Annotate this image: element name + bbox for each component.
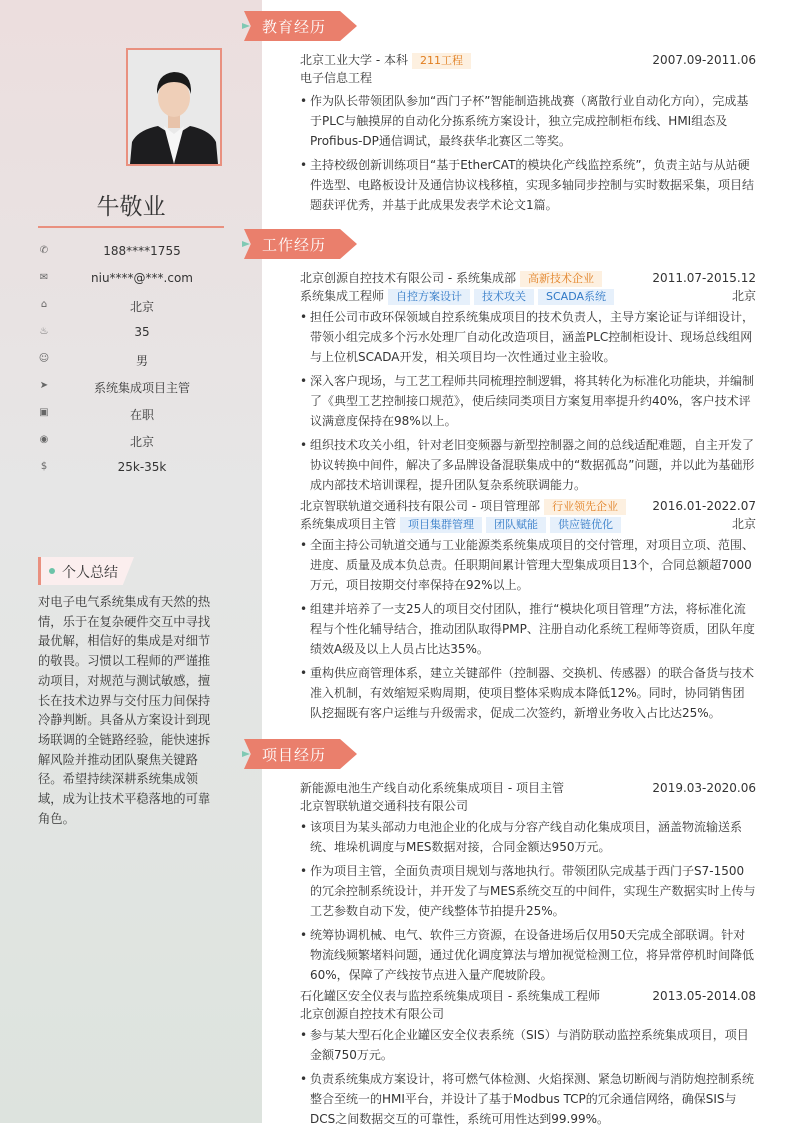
- job-position: 系统集成工程师: [300, 289, 385, 303]
- dot-icon: [49, 568, 55, 574]
- skill-tag: SCADA系统: [538, 289, 614, 305]
- info-phone: ✆ 188****1755: [39, 244, 181, 258]
- profile-name: 牛敬业: [96, 194, 166, 220]
- job-header: [300, 269, 756, 287]
- info-age: ♨ 35: [39, 325, 150, 339]
- info-residence: ⌂ 北京: [38, 292, 224, 319]
- education-period: 2007.09-2011.06: [652, 53, 756, 67]
- info-status: ▣ 在职: [39, 406, 154, 422]
- skill-tag: 供应链优化: [550, 517, 621, 533]
- contact-info-list: [38, 238, 224, 481]
- list-item: • 负责系统集成方案设计，将可燃气体检测、火焰探测、紧急切断阀与消防炮控制系统整合至统一的HMI平台，并设计了基于Modbus TCP的冗余通信网络，确保SIS与DCS之间数据交互的可靠性，系统可用性达到99.99%。: [300, 1069, 756, 1129]
- list-item: • 作为队长带领团队参加“西门子杯”智能制造挑战赛（离散行业自动化方向），完成基于PLC与触摸屏的自动化分拣系统方案设计，独立完成控制柜布线、HMI组态及Profibus-DP通信调试，最终获华北赛区二等奖。: [300, 91, 756, 151]
- profile-photo: [126, 48, 222, 166]
- list-item: • 主持校级创新训练项目“基于EtherCAT的模块化产线监控系统”，负责主站与从站硬件选型、电路板设计及通信协议栈移植，实现多轴同步控制与实时数据采集，项目结题获评优秀，并基于此成果发表学术论文1篇。: [300, 155, 756, 215]
- info-salary: $ 25k-35k: [38, 454, 224, 481]
- education-heading: 教育经历: [244, 11, 357, 41]
- skill-tag: 技术攻关: [474, 289, 534, 305]
- list-item: • 全面主持公司轨道交通与工业能源类系统集成项目的交付管理，对项目立项、范围、进度、质量及成本负总责。任职期间累计管理大型集成项目13个，合同总额超7000万元，项目按期交付率保持在92%以上。: [300, 535, 756, 595]
- location-pin-icon: ◉: [39, 433, 49, 445]
- briefcase-icon: ▣: [39, 406, 49, 418]
- project-header: [300, 987, 756, 1005]
- education-section: [300, 51, 756, 215]
- work-job-1: [300, 269, 756, 495]
- list-item: • 深入客户现场，与工艺工程师共同梳理控制逻辑，将其转化为标准化功能块，并编制了《典型工艺控制接口规范》，使后续同类项目方案复用率提升约40%，客户技术评议满意度保持在98%以上。: [300, 371, 756, 431]
- skill-tag: 自控方案设计: [388, 289, 470, 305]
- job-city: 北京: [731, 289, 756, 303]
- info-target-city: ◉ 北京: [39, 433, 154, 449]
- avatar: [128, 50, 220, 164]
- job-period: 2016.01-2022.07: [652, 499, 756, 513]
- job-header: [300, 497, 756, 515]
- project-name: 新能源电池生产线自动化系统集成项目 - 项目主管: [300, 781, 564, 795]
- project-org: 北京创源自控技术有限公司: [300, 1007, 445, 1021]
- project-period: 2013.05-2014.08: [652, 989, 756, 1003]
- list-item: • 作为项目主管，全面负责项目规划与落地执行。带领团队完成基于西门子S7-1500的冗余控制系统设计，并开发了与MES系统交互的中间件，实现生产数据实时上传与工艺参数自动下发，使产线整体节拍提升25%。: [300, 861, 756, 921]
- company-tag: 高新技术企业: [520, 271, 602, 287]
- list-item: • 组建并培养了一支25人的项目交付团队，推行“模块化项目管理”方法，将标准化流程与个性化辅导结合，推动团队取得PMP、注册自动化系统工程师等资质，团队年度绩效A级及以上人员占比达35%。: [300, 599, 756, 659]
- projects-heading: 项目经历: [244, 739, 357, 769]
- project-period: 2019.03-2020.06: [652, 781, 756, 795]
- info-email: ✉ niu****@***.com: [39, 271, 193, 285]
- project-1: [300, 779, 756, 985]
- school-tag: 211工程: [412, 53, 471, 69]
- summary-text: 对电子电气系统集成有天然的热情，乐于在复杂硬件交互中寻找最优解，相信好的集成是对细节的敬畏。习惯以工程师的严谨推动项目，对规范与测试敏感，擅长在技术边界与交付压力间保持冷静判断。具备从方案设计到现场联调的全链路经验，能快速拆解风险并推动团队聚焦关键路径。希望持续深耕系统集成领域，成为让技术平稳落地的可靠角色。: [38, 595, 211, 826]
- smile-icon: ☺: [38, 352, 50, 364]
- school-name: 北京工业大学 - 本科: [300, 53, 408, 67]
- job-position: 系统集成项目主管: [300, 517, 397, 531]
- skill-tag: 团队赋能: [486, 517, 546, 533]
- email-icon: ✉: [39, 271, 49, 283]
- home-icon: ⌂: [40, 298, 48, 310]
- list-item: • 担任公司市政环保领域自控系统集成项目的技术负责人，主导方案论证与详细设计，带领小组完成多个污水处理厂自动化改造项目，涵盖PLC控制柜设计、现场总线组网与上位机SCADA开发，相关项目均一次性通过业主验收。: [300, 307, 756, 367]
- salary-icon: $: [40, 460, 48, 472]
- birthday-cake-icon: ♨: [39, 325, 49, 337]
- paper-plane-icon: ➤: [39, 379, 49, 391]
- job-position-row: [300, 287, 756, 305]
- list-item: • 参与某大型石化企业罐区安全仪表系统（SIS）与消防联动监控系统集成项目，项目金额750万元。: [300, 1025, 756, 1065]
- name-divider: [38, 226, 224, 228]
- list-item: • 统筹协调机械、电气、软件三方资源，在设备进场后仅用50天完成全部联调。针对物流线频繁堵料问题，通过优化调度算法与增加视觉检测工位，将异常停机时间降低60%，保障了产线按节点进入量产爬坡阶段。: [300, 925, 756, 985]
- education-major: 电子信息工程: [300, 71, 373, 85]
- company-name: 北京智联轨道交通科技有限公司 - 项目管理部: [300, 499, 540, 513]
- work-heading: 工作经历: [244, 229, 357, 259]
- info-gender: ☺ 男: [38, 352, 148, 368]
- project-2: [300, 987, 756, 1129]
- list-item: • 重构供应商管理体系，建立关键部件（控制器、交换机、传感器）的联合备货与技术准入机制，有效缩短采购周期，使项目整体采购成本降低12%。同时，协同销售团队挖掘既有客户运维与升级需求，促成二次签约，新增业务收入占比达25%。: [300, 663, 756, 723]
- summary-heading: 个人总结: [38, 557, 134, 585]
- project-name: 石化罐区安全仪表与监控系统集成项目 - 系统集成工程师: [300, 989, 600, 1003]
- project-header: [300, 779, 756, 797]
- list-item: • 组织技术攻关小组，针对老旧变频器与新型控制器之间的总线适配难题，自主开发了协议转换中间件，解决了多品牌设备混联集成中的“数据孤岛”问题，并以此为基础形成内部技术培训课程，提升团队复杂系统联调能力。: [300, 435, 756, 495]
- skill-tag: 项目集群管理: [400, 517, 482, 533]
- work-job-2: [300, 497, 756, 723]
- education-header: [300, 51, 756, 69]
- phone-icon: ✆: [39, 244, 49, 256]
- company-tag: 行业领先企业: [544, 499, 626, 515]
- job-city: 北京: [731, 517, 756, 531]
- job-position-row: [300, 515, 756, 533]
- company-name: 北京创源自控技术有限公司 - 系统集成部: [300, 271, 516, 285]
- list-item: • 该项目为某头部动力电池企业的化成与分容产线自动化集成项目，涵盖物流输送系统、堆垛机调度与MES数据对接，合同金额达950万元。: [300, 817, 756, 857]
- project-org: 北京智联轨道交通科技有限公司: [300, 799, 469, 813]
- info-target-position: ➤ 系统集成项目主管: [39, 379, 190, 395]
- job-period: 2011.07-2015.12: [652, 271, 756, 285]
